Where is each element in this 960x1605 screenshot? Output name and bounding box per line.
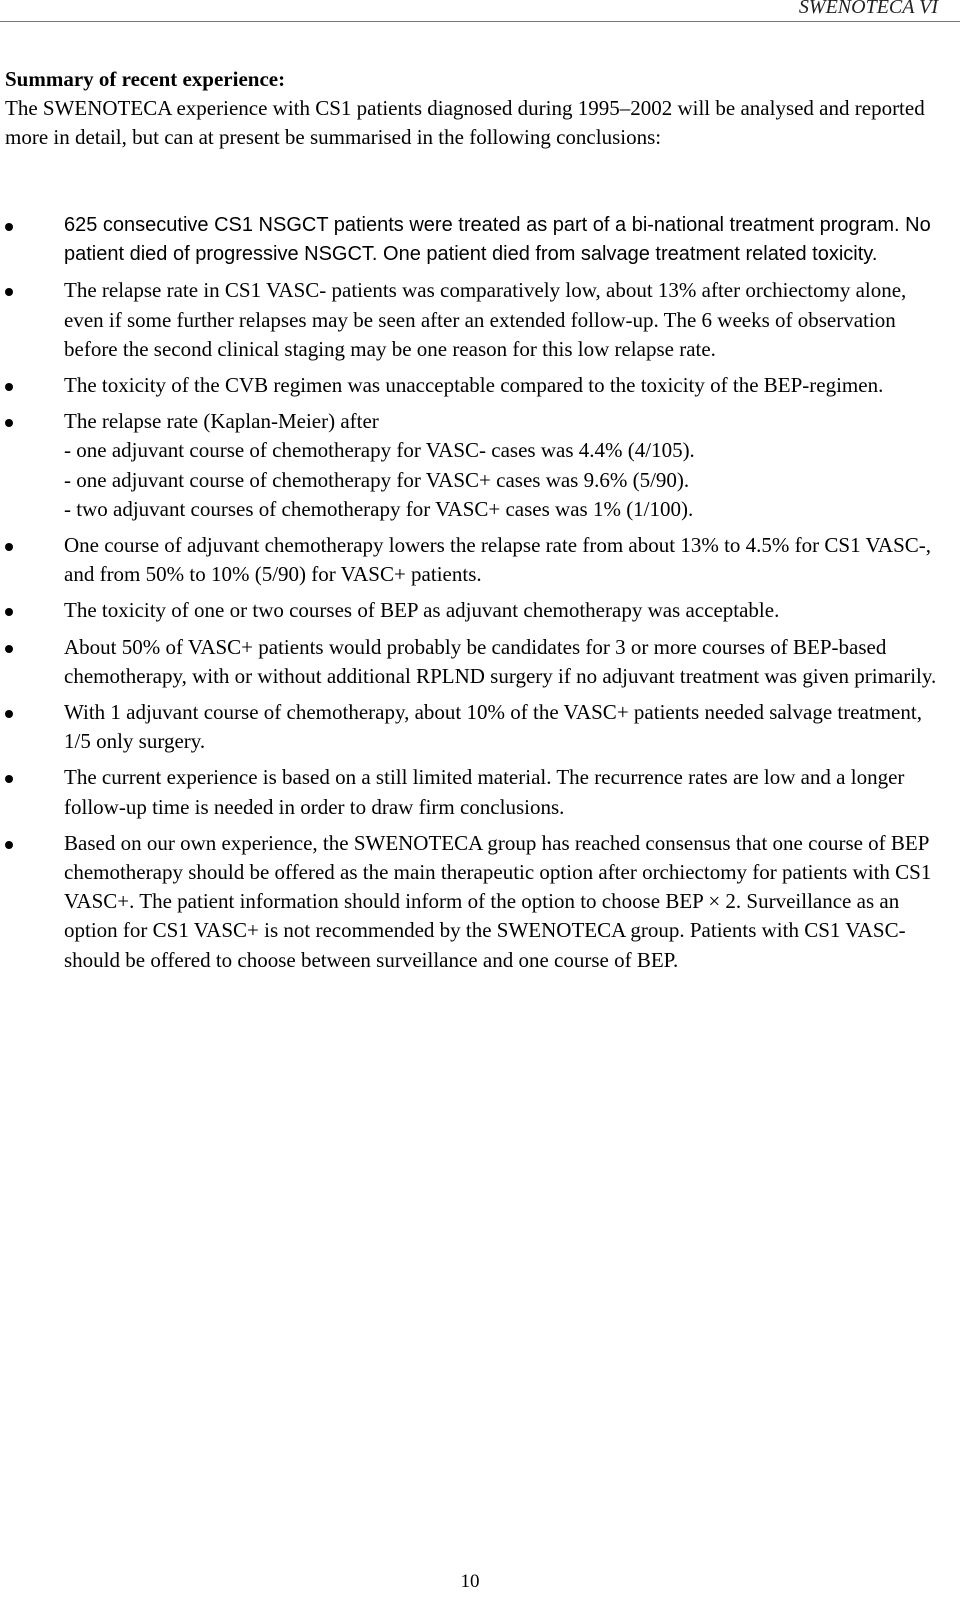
list-item	[0, 763, 940, 821]
list-item	[0, 596, 940, 625]
list-item	[0, 531, 940, 589]
bullet-icon	[5, 841, 13, 849]
list-item	[0, 633, 940, 691]
intro-paragraph: The SWENOTECA experience with CS1 patients diagnosed during 1995–2002 will be analysed and reported more in detail, but can at present be summarised in the following conclusions:	[5, 96, 925, 149]
list-item-text: One course of adjuvant chemotherapy lowers the relapse rate from about 13% to 4.5% for CS1 VASC-, and from 50% to 10% (5/90) for VASC+ patients.	[64, 533, 932, 587]
summary-section	[5, 65, 940, 152]
list-item-text: The toxicity of the CVB regimen was unacceptable compared to the toxicity of the BEP-regimen.	[64, 373, 884, 398]
bullet-icon	[5, 543, 13, 551]
bullet-icon	[5, 223, 13, 231]
section-heading: Summary of recent experience:	[5, 67, 286, 91]
list-item-text: The relapse rate (Kaplan-Meier) after	[64, 409, 379, 434]
list-item-text: With 1 adjuvant course of chemotherapy, about 10% of the VASC+ patients needed salvage treatment, 1/5 only surgery.	[64, 700, 922, 754]
bullet-icon	[5, 645, 13, 653]
list-item-text: 625 consecutive CS1 NSGCT patients were treated as part of a bi-national treatment program. No patient died of progressive NSGCT. One patient died from salvage treatment related toxicity.	[64, 214, 931, 266]
bullet-icon	[5, 419, 13, 427]
list-item	[0, 407, 940, 524]
list-item	[0, 371, 940, 400]
conclusions-list	[0, 211, 940, 982]
list-item-text: The toxicity of one or two courses of BEP as adjuvant chemotherapy was acceptable.	[64, 598, 780, 623]
relapse-rate-line: - one adjuvant course of chemotherapy for VASC+ cases was 9.6% (5/90).	[64, 467, 690, 492]
header-divider	[0, 21, 960, 22]
relapse-rate-line: - one adjuvant course of chemotherapy for VASC- cases was 4.4% (4/105).	[64, 438, 695, 463]
list-item-text: The relapse rate in CS1 VASC- patients was comparatively low, about 13% after orchiectomy alone, even if some further relapses may be seen after an extended follow-up. The 6 weeks of observation before the second clinical staging may be one reason for this low relapse rate.	[64, 278, 907, 361]
relapse-rate-line: - two adjuvant courses of chemotherapy for VASC+ cases was 1% (1/100).	[64, 496, 694, 521]
list-item	[0, 211, 940, 269]
list-item-text: The current experience is based on a still limited material. The recurrence rates are low and a longer follow-up time is needed in order to draw firm conclusions.	[64, 765, 905, 819]
list-item	[0, 829, 940, 975]
bullet-icon	[5, 608, 13, 616]
bullet-icon	[5, 775, 13, 783]
bullet-icon	[5, 383, 13, 391]
list-item	[0, 276, 940, 364]
list-item-text: Based on our own experience, the SWENOTECA group has reached consensus that one course of BEP chemotherapy should be offered as the main therapeutic option after orchiectomy for patients with CS1 VASC+. The patient information should inform of the option to choose BEP × 2. Surveillance as an option for CS1 VASC+ is not recommended by the SWENOTECA group. Patients with CS1 VASC- should be offered to choose between surveillance and one course of BEP.	[64, 830, 932, 972]
bullet-icon	[5, 710, 13, 718]
bullet-icon	[5, 288, 13, 296]
list-item	[0, 698, 940, 756]
page-number: 10	[460, 1571, 480, 1592]
running-header: SWENOTECA VI	[798, 0, 938, 18]
list-item-text: About 50% of VASC+ patients would probably be candidates for 3 or more courses of BEP-based chemotherapy, with or without additional RPLND surgery if no adjuvant treatment was given primarily.	[64, 634, 937, 688]
